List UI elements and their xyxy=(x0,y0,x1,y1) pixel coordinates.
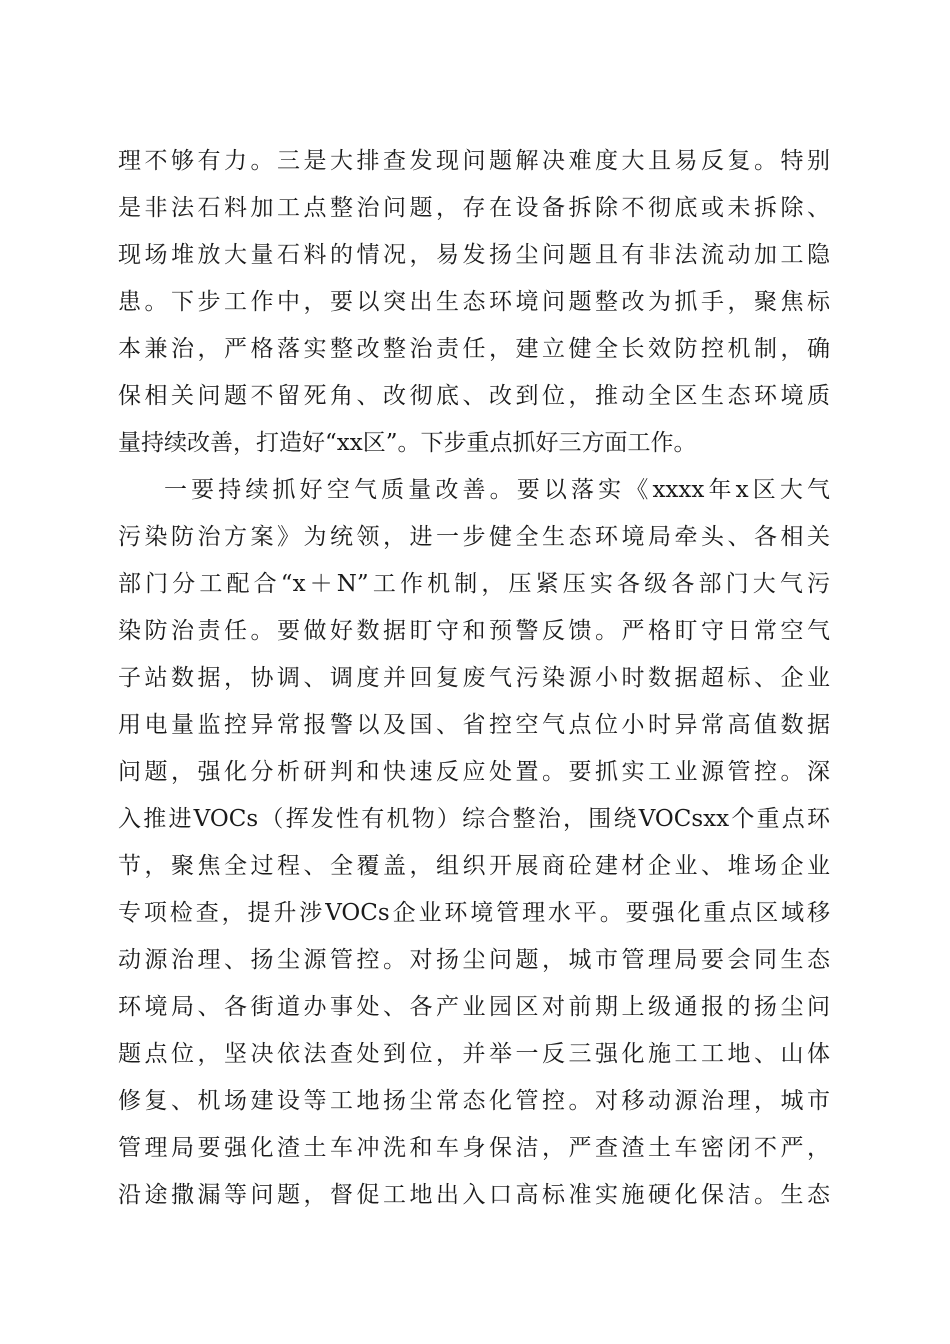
text-line: 患。下步工作中，要以突出生态环境问题整改为抓手，聚焦标 xyxy=(118,289,830,315)
text-line: 动源治理、扬尘源管控。对扬尘问题，城市管理局要会同生态 xyxy=(118,947,830,973)
text-line: 保相关问题不留死角、改彻底、改到位，推动全区生态环境质 xyxy=(118,383,830,409)
text-line: 入推进VOCs（挥发性有机物）综合整治，围绕VOCsxx个重点环 xyxy=(118,806,830,832)
text-line: 问题，强化分析研判和快速反应处置。要抓实工业源管控。深 xyxy=(118,759,830,785)
text-line: 修复、机场建设等工地扬尘常态化管控。对移动源治理，城市 xyxy=(118,1088,830,1114)
paragraph-2 xyxy=(118,467,830,1219)
text-line: 是非法石料加工点整治问题，存在设备拆除不彻底或未拆除、 xyxy=(118,195,830,221)
text-line: 题点位，坚决依法查处到位，并举一反三强化施工工地、山体 xyxy=(118,1041,830,1067)
text-line: 一要持续抓好空气质量改善。要以落实《xxxx年x区大气 xyxy=(164,477,830,503)
text-line: 用电量监控异常报警以及国、省控空气点位小时异常高值数据 xyxy=(118,712,830,738)
text-line: 量持续改善，打造好“xx区”。下步重点抓好三方面工作。 xyxy=(118,430,697,456)
text-line: 节，聚焦全过程、全覆盖，组织开展商砼建材企业、堆场企业 xyxy=(118,853,830,879)
paragraph-1 xyxy=(118,138,830,467)
text-line: 污染防治方案》为统领，进一步健全生态环境局牵头、各相关 xyxy=(118,524,830,550)
text-line: 专项检查，提升涉VOCs企业环境管理水平。要强化重点区域移 xyxy=(118,900,830,926)
body-text xyxy=(118,138,830,1219)
text-line: 理不够有力。三是大排查发现问题解决难度大且易反复。特别 xyxy=(118,148,830,174)
text-line: 子站数据，协调、调度并回复废气污染源小时数据超标、企业 xyxy=(118,665,830,691)
text-line: 现场堆放大量石料的情况，易发扬尘问题且有非法流动加工隐 xyxy=(118,242,830,268)
text-line: 染防治责任。要做好数据盯守和预警反馈。严格盯守日常空气 xyxy=(118,618,830,644)
text-line: 管理局要强化渣土车冲洗和车身保洁，严查渣土车密闭不严， xyxy=(118,1135,830,1161)
text-line: 部门分工配合“x＋N”工作机制，压紧压实各级各部门大气污 xyxy=(118,571,830,597)
text-line: 本兼治，严格落实整改整治责任，建立健全长效防控机制，确 xyxy=(118,336,830,362)
text-line: 环境局、各街道办事处、各产业园区对前期上级通报的扬尘问 xyxy=(118,994,830,1020)
text-line: 沿途撒漏等问题，督促工地出入口高标准实施硬化保洁。生态 xyxy=(118,1182,830,1208)
